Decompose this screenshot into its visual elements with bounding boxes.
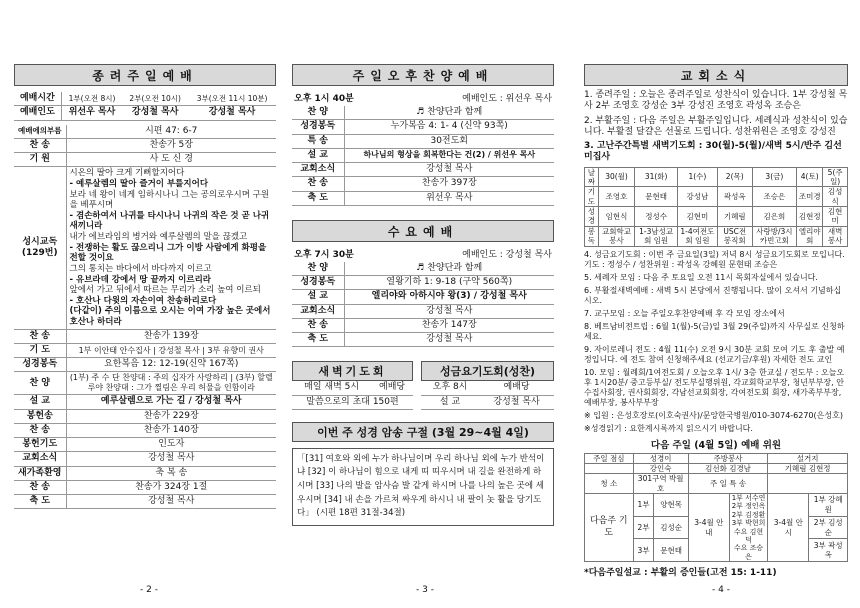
serve-person: 김성순 [824,518,843,537]
pm-order-table [292,106,554,206]
week-cell: 기혜림 [717,207,752,227]
wed-title: 수요예배 [292,220,554,242]
reading-line: - 호산나 다윗의 자손이여 찬송하리로다 [69,295,217,306]
order-value: ♬ 찬양단과 함께 [344,106,554,120]
week-cell: 봉독 [585,226,599,246]
page-number-4: - 4 - [712,585,730,595]
week-cell: 엘리야회 [797,226,823,246]
order-key: 설 교 [14,395,66,409]
order-value: 강성철 목사 [344,304,554,318]
week-cell: 조승은 [752,187,797,207]
reading-line: - 유브라데 강에서 땅 끝까지 이르리라 [69,274,211,285]
wed-leader: 예배인도 : 강성철 목사 [462,249,552,260]
serve-person: 강혜원 [824,495,843,514]
committee-cell: 김선화 김경남 [688,463,768,473]
pm-time: 오후 1시 40분 [294,94,354,104]
order-key: 찬 양 [14,372,66,395]
wed-time: 오후 7시 30분 [294,249,354,260]
order-value: ♬ 찬양단과 함께 [344,262,554,276]
order-value: 시편 47: 6-7 [66,125,276,139]
order-key: 특 송 [292,134,344,148]
order-key: 축 도 [292,191,344,205]
week-cell: 조영호 [598,187,635,207]
committee-cell: 성경이 [633,453,688,463]
reading-label: 성시교독 (129번) [14,167,66,329]
order-key: 찬 양 [292,106,344,120]
reading-line: 시온의 딸아 크게 기뻐할지어다 [69,168,185,179]
prayer-meetings [292,361,554,410]
week-cell: 김현정 [797,207,823,227]
order-key: 성경봉독 [292,276,344,290]
service-times-table [14,92,276,121]
serve-shift: 2부 [813,518,826,528]
reading-line: - 예루살렘의 딸아 즐거이 부를지어다 [69,178,209,189]
order-key: 찬 송 [14,480,66,494]
order-value: 30전도회 [344,134,554,148]
committee-cell: 3-4월 안 시 [768,494,809,562]
news-list [584,90,848,164]
dawn-material: 말씀으로의 초대 150편 [292,395,413,409]
week-cell: 날짜 [585,167,599,187]
week-cell: 곽성옥 [717,187,752,207]
order-value: 축 복 송 [66,466,276,480]
committee-cell: 주 일 특 송 [688,474,768,494]
verse-title: 이번 주 성경 암송 구절 (3월 29~4월 4일) [292,422,554,442]
committee-cell: 3-4월 안 내 [688,494,729,562]
sermon-title: 예루살렘으로 가는 길 / 강성철 목사 [66,395,276,409]
week-cell: 김성식 [823,187,848,207]
week-cell: 30(월) [598,167,635,187]
order-value: 요한복음 12: 12-19(신약 167쪽) [66,358,276,372]
news-item: 5. 세례자 모임 : 다음 주 토요일 오전 11시 목회자실에서 있습니다. [584,272,818,282]
service-time-2: 2부(오전 10시) [122,92,188,106]
reading-line: - 겸손하여서 나귀를 타시나니 나귀의 작은 것 곧 나귀 새끼니라 [69,210,270,232]
order-key: 예배에의부름 [14,125,66,139]
dawn-title: 새벽기도회 [292,361,413,381]
news-item: 4. 성금요기도회 : 이번 주 금요일(3일) 저녁 8시 성금요기도회로 모입니다. 기도 : 정성수 / 성찬위원 : 곽성옥 강혜원 문현태 조승은 [584,249,845,269]
order-value: 강성철 목사 [66,452,276,466]
service-leader-label: 예배인도 [14,106,61,120]
committee-cell [768,474,848,494]
week-cell: 1(수) [677,167,717,187]
order-key: 찬 송 [14,138,66,152]
order-key: 찬 송 [292,177,344,191]
reading-line: 보라 네 왕이 네게 임하시나니 그는 공의로우시며 구원을 베푸시며 [69,189,270,211]
page-2-title: 종려주일예배 [14,64,276,86]
committee-cell: 김성순 [654,516,688,539]
serve-shift: 1부 [813,495,826,505]
dawn-week-table [584,167,848,247]
order-value: 인도자 [66,438,276,452]
serve-name: 3부 박현희 [731,519,766,528]
page-3-title: 주일오후찬양예배 [292,64,554,86]
dawn-time: 매일 새벽 5시 [292,381,371,395]
order-value: 사 도 신 경 [66,153,276,167]
week-cell: 새벽봉사 [823,226,848,246]
committee-cell [729,494,767,562]
order-value: 찬송가 5장 [66,138,276,152]
week-cell: 1-4여전도회 임원 [677,226,717,246]
week-cell: 김현미 [823,207,848,227]
week-cell: 사랑방/3시 카빈고회 [752,226,797,246]
order-value: 강성철 목사 [344,163,554,177]
page-2 [14,64,276,509]
news-item: ※ 입원 : 은성호장로(이호숙권사)/문앙한국병원/010-3074-6270(은성호) [584,410,843,420]
serve-name: 수요 김현덕 [733,527,764,544]
dawn-place: 예배당 [371,381,413,395]
order-value: (1부) 주 수 단 찬양대 : 주의 십자가 사랑하리 | (3부) 할렐루야 찬양대 : 그가 찔림은 우리 허물을 인함이라 [66,372,276,395]
reading-line: 앞에서 가고 뒤에서 따르는 무리가 소리 높여 이르되 [69,285,261,296]
committee-cell: 주일 점심 [585,453,634,463]
order-key: 축 도 [14,495,66,509]
page-4 [584,64,848,578]
week-cell: 김은희 [752,207,797,227]
order-value: 엘리야와 아하시야 왕(3) / 강성철 목사 [344,290,554,304]
order-value: 찬송가 147장 [344,318,554,332]
page-number-3: - 3 - [416,585,434,595]
wed-info [294,247,552,260]
news-item: 6. 부활절새벽예배 : 새벽 5시 본당에서 진행됩니다. 많이 오셔서 기념하십시오. [584,285,842,305]
committee-cell: 강인숙 [633,463,688,473]
committee-cell: 1부 [633,494,654,517]
order-value: 누가복음 4: 1- 4 (신약 93쪽) [344,120,554,134]
committee-cell: 청 소 [585,474,634,494]
week-cell: 2(목) [717,167,752,187]
reading-line: (다같이) 주의 이름으로 오시는 이여 가장 높은 곳에서 호산나 하더라 [69,306,271,327]
reading-line: 그의 통치는 바다에서 바다까지 이르고 [69,263,212,274]
order-key: 기 도 [14,343,66,357]
holy-place: 예배당 [479,381,554,395]
responsive-reading [66,167,276,329]
order-key: 찬 송 [14,423,66,437]
order-key: 성경봉독 [14,358,66,372]
committee-cell [809,494,848,517]
week-cell: 4(토) [797,167,823,187]
week-cell: 조미경 [797,187,823,207]
week-cell: 문현태 [635,187,678,207]
service-leader-3: 강성철 목사 [188,106,276,120]
news-item: 7. 교구모임 : 오늘 주일오후찬양예배 후 각 모임 장소에서 [584,308,785,318]
news-item: 10. 모임 : 월례회/1여전도회 / 오늘오후 1시/ 3층 한교실 / 전도부 : 오늘오후 1시20분/ 중고등부실/ 전도부실행위원, 각교회학교부장, 청년부부장, 안수집사회장, 권사회회장, 각남선교회회장, 각여전도회 회장, 새가족부부장, 예배부장, 봉사부부장 [584,367,845,407]
order-key: 설 교 [292,148,344,162]
news-list-2 [584,250,848,434]
week-cell: 강성남 [677,187,717,207]
week-cell: USC전 봉직회 [717,226,752,246]
order-key: 봉헌송 [14,409,66,423]
order-key: 교회소식 [292,163,344,177]
order-value: 위선우 목사 [344,191,554,205]
service-time-1: 1부(오전 8시) [61,92,122,106]
order-value: 찬송가 324장 1절 [66,480,276,494]
service-leader-2: 강성철 목사 [122,106,188,120]
committee-cell: 주방봉사 [688,453,768,463]
week-cell: 3(금) [752,167,797,187]
week-cell: 정성수 [635,207,678,227]
order-key: 축 도 [292,333,344,347]
news-item: 3. 고난주간특별 새벽기도회 : 30(월)-5(월)/새벽 5시/반주 김선미집사 [584,141,842,163]
service-leader-1: 위선우 목사 [61,106,122,120]
news-item: 2. 부활주일 : 다음 주일은 부활주일입니다. 세례식과 성찬식이 있습니다. 부활절 달걀은 선물로 드립니다. 성찬위원은 조영호 강성진 [584,115,848,137]
order-key: 새가족환영 [14,466,66,480]
order-key: 찬 송 [292,318,344,332]
page-4-title: 교회소식 [584,64,848,86]
week-cell: 1-3남성교회 임원 [635,226,678,246]
next-committee-table [584,453,848,563]
news-item: 9. 자이로레니 전도 : 4월 11(수) 오전 9시 30분 교회 모여 기도 후 출발 예정입니다. 에 전도 참여 신청해주세요 (선교기금/후원) 자세한 전도 교인 [584,344,845,364]
serve-person: 곽성옥 [824,540,843,560]
holy-sermon-label: 설 교 [421,395,479,409]
pm-leader: 예배인도 : 위선우 목사 [462,94,552,104]
holy-time: 오후 8시 [421,381,479,395]
order-key: 교회소식 [292,304,344,318]
order-value: 강성철 목사 [344,333,554,347]
holy-preacher: 강성철 목사 [479,395,554,409]
page-3 [292,64,554,526]
order-key: 기 원 [14,153,66,167]
order-table-2 [14,330,276,510]
committee-cell [809,539,848,562]
memory-verse: 「[31] 여호와 외에 누가 하나님이며 우리 하나님 외에 누가 반석이냐 [32] 이 하나님이 힘으로 내게 띠 띠우시며 내 길을 완전하게 하시며 [33] 나의 발을 암사슴 발 같게 하시며 나를 나의 높은 곳에 세우시며 [34] 내 손을 가르쳐 싸우게 하시니 내 팔이 놋 활을 당기도다」 (시편 18편 31절-34절) [292,448,554,526]
committee-cell: 양현목 [654,494,688,517]
committee-cell: 3부 [633,539,654,562]
committee-cell: 문현태 [654,539,688,562]
week-cell: 김현미 [677,207,717,227]
serve-name: 2부 김정환 [731,510,766,519]
news-item: 8. 베트남비전트립 : 6월 1(월)-5(금)일 3월 29(주일)까지 사무실로 신청하세요. [584,321,845,341]
committee-cell [585,463,634,473]
serve-shift: 3부 [813,540,826,550]
order-value: 찬송가 397장 [344,177,554,191]
order-value: 찬송가 229장 [66,409,276,423]
order-value: 하나님의 형상을 회복한다는 건(2) / 위선우 목사 [344,148,554,162]
page-number-2: - 2 - [140,585,158,595]
week-cell: 성경 [585,207,599,227]
next-sermon-note: *다음주일설교 : 부활의 증인들(고전 15: 1-11) [584,568,777,579]
dawn-prayer [292,361,413,410]
order-table-1 [14,125,276,330]
order-value: 1부 이안태 안수집사 | 강성철 목사 | 3부 유향미 권사 [66,343,276,357]
serve-name: 2부 정인옥 [731,502,766,511]
serve-name: 수요 조승은 [733,544,764,561]
committee-cell: 2부 [633,516,654,539]
order-key: 교회소식 [14,452,66,466]
committee-cell [809,516,848,539]
service-time-3: 3부(오전 11시 10분) [188,92,276,106]
service-time-label: 예배시간 [14,92,61,106]
news-item: 1. 종려주일 : 오늘은 종려주일로 성찬식이 있습니다. 1부 강성철 목사 2부 조영호 강성순 3부 강성진 조영호 곽성옥 조승은 [584,90,848,112]
committee-cell: 기혜림 김현정 [768,463,848,473]
order-value: 강성철 목사 [66,495,276,509]
reading-line: - 전쟁하는 활도 끊으리니 그가 이방 사람에게 화평을 전할 것이요 [69,242,267,264]
order-value: 찬송가 139장 [66,330,276,344]
order-key: 찬 양 [292,262,344,276]
wed-order-table [292,262,554,348]
holy-friday-prayer [421,361,554,410]
serve-name: 1부 서수연 [731,494,766,502]
reading-line: 내가 에브라임의 병거와 예루살렘의 말을 끊겠고 [69,232,248,242]
order-key: 봉헌기도 [14,438,66,452]
holy-title: 성금요기도회(성찬) [421,361,554,381]
week-cell: 5(주일) [823,167,848,187]
week-cell: 교회학교 봉사 [598,226,635,246]
pm-info [294,91,552,104]
order-value: 찬송가 140장 [66,423,276,437]
week-cell: 임현식 [598,207,635,227]
order-key: 성경봉독 [292,120,344,134]
committee-cell: 301구역 박월호 [633,474,688,494]
committee-cell: 다음주 기도 [585,494,634,562]
order-value: 열왕기하 1: 9-18 (구약 560쪽) [344,276,554,290]
week-cell: 31(화) [635,167,678,187]
next-committee-title: 다음 주일 (4월 5일) 예배 위원 [650,439,782,451]
committee-cell: 설거지 [768,453,848,463]
order-key: 설 교 [292,290,344,304]
news-item: ※성경읽기 : 요한계시록까지 읽으시기 바랍니다. [584,423,753,433]
week-cell: 기도 [585,187,599,207]
order-key: 찬 송 [14,330,66,344]
